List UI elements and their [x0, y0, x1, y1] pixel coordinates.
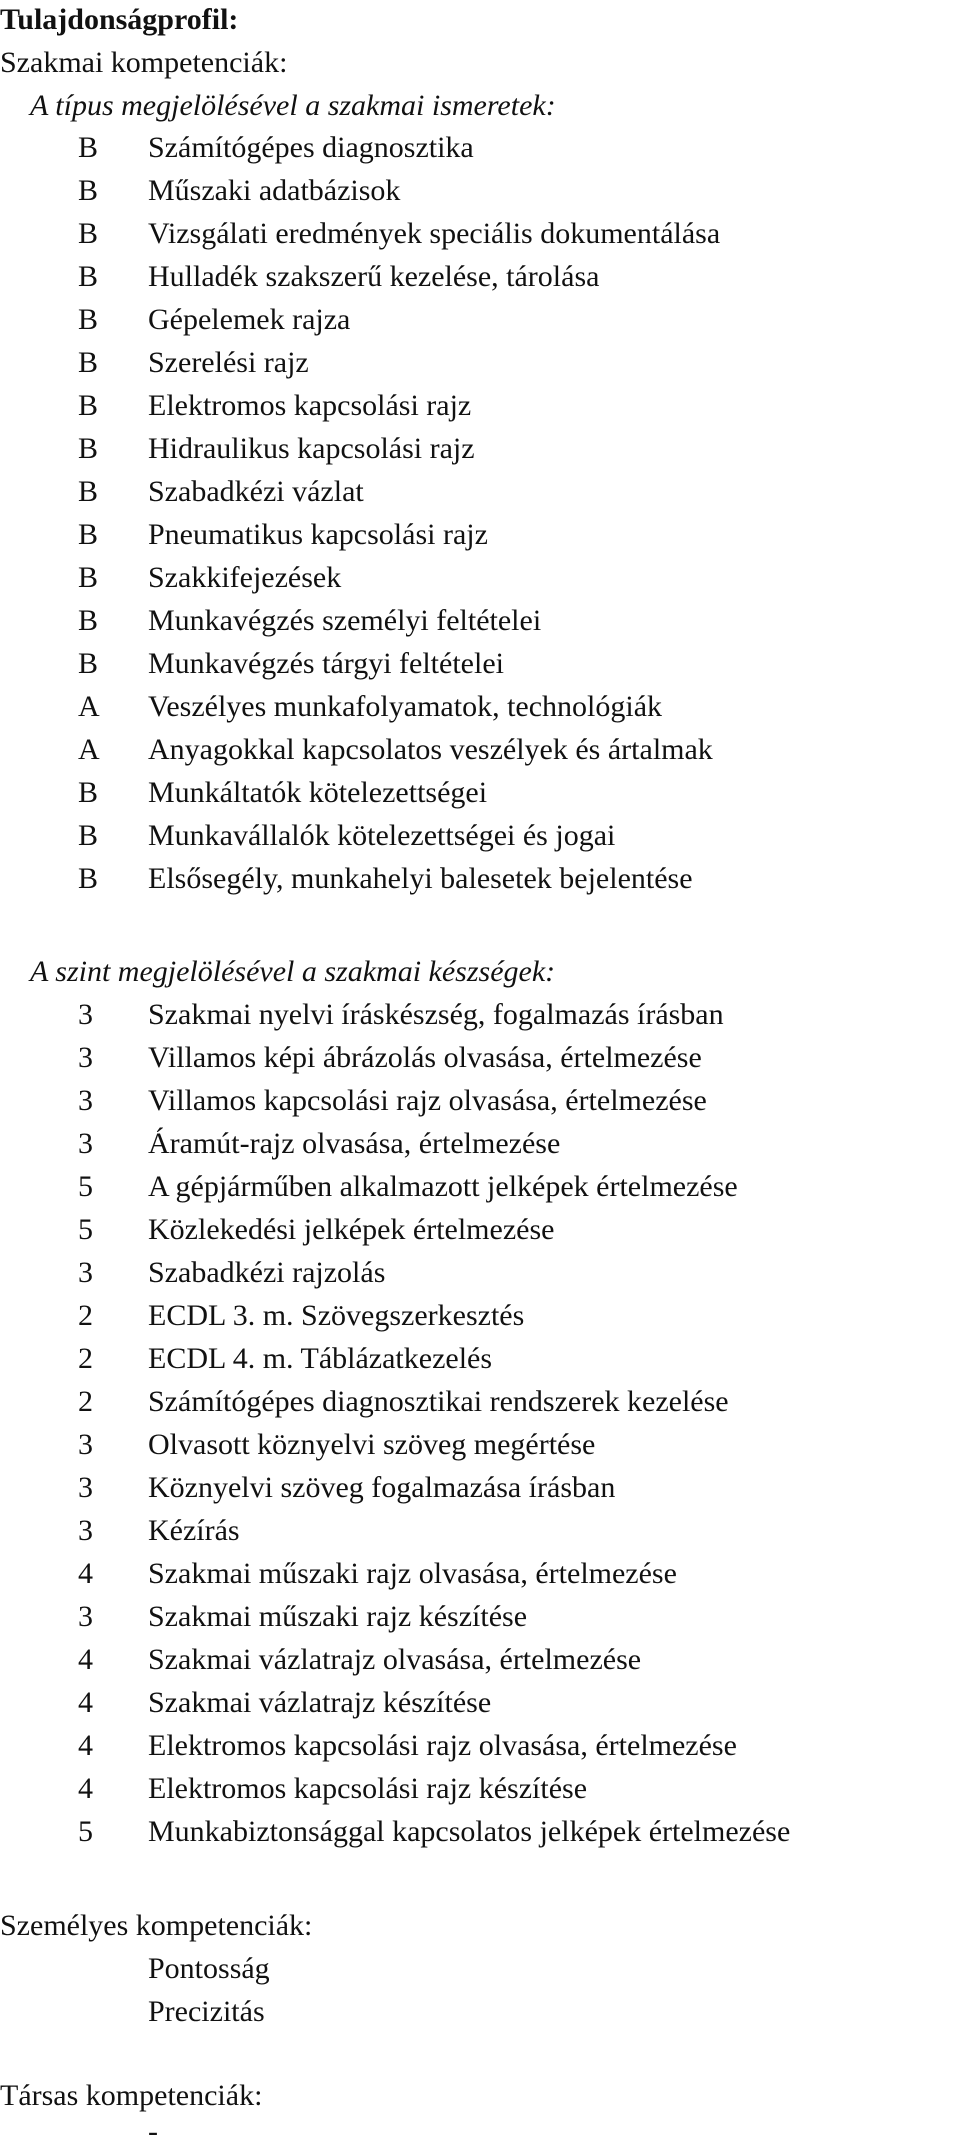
list-item-text: Hulladék szakszerű kezelése, tárolása — [148, 260, 600, 293]
list-item-code: 4 — [78, 1729, 93, 1762]
list-item-text: Anyagokkal kapcsolatos veszélyek és ártalmak — [148, 733, 713, 766]
list-item-code: 2 — [78, 1342, 93, 1375]
list-item-code: B — [78, 303, 99, 336]
list-item-code: A — [78, 733, 100, 766]
list-item-text: Szabadkézi vázlat — [148, 475, 364, 508]
list-item-text: Kézírás — [148, 1514, 240, 1547]
list-item-text: Munkavállalók kötelezettségei és jogai — [148, 819, 616, 852]
list-item-text: Szakmai nyelvi íráskészség, fogalmazás írásban — [148, 998, 724, 1031]
list-item-code: B — [78, 776, 99, 809]
list-item-text: Szakmai vázlatrajz készítése — [148, 1686, 492, 1719]
knowledge-heading: A típus megjelölésével a szakmai ismeretek: — [30, 89, 556, 122]
list-item-code: 4 — [78, 1557, 93, 1590]
list-item-text: ECDL 4. m. Táblázatkezelés — [148, 1342, 493, 1375]
list-item-code: B — [78, 174, 99, 207]
list-item-text: Munkáltatók kötelezettségei — [148, 776, 488, 809]
list-item-text: Szakkifejezések — [148, 561, 342, 594]
list-item-code: 3 — [78, 1600, 93, 1633]
list-item-text: Munkavégzés tárgyi feltételei — [148, 647, 504, 680]
social-heading: Társas kompetenciák: — [0, 2079, 263, 2112]
list-item-text: Műszaki adatbázisok — [148, 174, 401, 207]
list-item-code: B — [78, 131, 99, 164]
list-item-code: B — [78, 475, 99, 508]
list-item-code: 3 — [78, 1514, 93, 1547]
list-item-code: B — [78, 389, 99, 422]
list-item-text: Elsősegély, munkahelyi balesetek bejelentése — [148, 862, 693, 895]
list-item-code: A — [78, 690, 100, 723]
list-item-code: B — [78, 647, 99, 680]
list-item-code: 2 — [78, 1385, 93, 1418]
list-item-code: 4 — [78, 1686, 93, 1719]
list-item-text: Szabadkézi rajzolás — [148, 1256, 386, 1289]
list-item-text: Számítógépes diagnosztika — [148, 131, 474, 164]
list-item-text: Köznyelvi szöveg fogalmazása írásban — [148, 1471, 616, 1504]
list-item-text: Szakmai műszaki rajz készítése — [148, 1600, 528, 1633]
list-item-text: Elektromos kapcsolási rajz készítése — [148, 1772, 588, 1805]
list-item-text: A gépjárműben alkalmazott jelképek értelmezése — [148, 1170, 738, 1203]
list-item-text: Elektromos kapcsolási rajz — [148, 389, 472, 422]
list-item-code: 3 — [78, 1084, 93, 1117]
list-item-text: Munkavégzés személyi feltételei — [148, 604, 542, 637]
list-item-code: 3 — [78, 1471, 93, 1504]
list-item-text: Gépelemek rajza — [148, 303, 351, 336]
list-item-code: B — [78, 432, 99, 465]
list-item-text: Közlekedési jelképek értelmezése — [148, 1213, 555, 1246]
list-item-text: Számítógépes diagnosztikai rendszerek kezelése — [148, 1385, 729, 1418]
list-item-text: Pneumatikus kapcsolási rajz — [148, 518, 488, 551]
list-item-code: B — [78, 561, 99, 594]
list-item-code: B — [78, 346, 99, 379]
list-item-text: Vizsgálati eredmények speciális dokumentálása — [148, 217, 721, 250]
list-item-code: 4 — [78, 1772, 93, 1805]
list-item-code: 3 — [78, 998, 93, 1031]
skills-heading: A szint megjelölésével a szakmai készségek: — [30, 955, 556, 988]
list-item-text: Villamos képi ábrázolás olvasása, értelmezése — [148, 1041, 702, 1074]
list-item-code: B — [78, 217, 99, 250]
list-item-text: Áramút-rajz olvasása, értelmezése — [148, 1127, 561, 1160]
list-item-code: 5 — [78, 1213, 93, 1246]
list-item-code: 3 — [78, 1256, 93, 1289]
list-item-code: 2 — [78, 1299, 93, 1332]
list-item-text: Veszélyes munkafolyamatok, technológiák — [148, 690, 663, 723]
list-item-code: B — [78, 260, 99, 293]
list-item-text: ECDL 3. m. Szövegszerkesztés — [148, 1299, 525, 1332]
list-item-code: 5 — [78, 1815, 93, 1848]
list-item-code: 3 — [78, 1428, 93, 1461]
list-item-text: Olvasott köznyelvi szöveg megértése — [148, 1428, 596, 1461]
list-item-code: B — [78, 862, 99, 895]
list-item-code: B — [78, 604, 99, 637]
list-item-code: B — [78, 819, 99, 852]
personal-competency-item: Precizitás — [148, 1995, 265, 2028]
list-item-text: Szerelési rajz — [148, 346, 309, 379]
page-title: Tulajdonságprofil: — [0, 3, 239, 36]
list-item-text: Villamos kapcsolási rajz olvasása, értelmezése — [148, 1084, 707, 1117]
professional-heading: Szakmai kompetenciák: — [0, 46, 288, 79]
social-competency-item: - — [148, 2115, 158, 2148]
list-item-code: B — [78, 518, 99, 551]
list-item-code: 5 — [78, 1170, 93, 1203]
list-item-text: Szakmai vázlatrajz olvasása, értelmezése — [148, 1643, 642, 1676]
personal-competency-item: Pontosság — [148, 1952, 270, 1985]
list-item-code: 3 — [78, 1127, 93, 1160]
list-item-text: Szakmai műszaki rajz olvasása, értelmezése — [148, 1557, 677, 1590]
list-item-text: Munkabiztonsággal kapcsolatos jelképek értelmezése — [148, 1815, 791, 1848]
personal-heading: Személyes kompetenciák: — [0, 1909, 313, 1942]
list-item-code: 3 — [78, 1041, 93, 1074]
list-item-text: Elektromos kapcsolási rajz olvasása, értelmezése — [148, 1729, 737, 1762]
list-item-text: Hidraulikus kapcsolási rajz — [148, 432, 475, 465]
list-item-code: 4 — [78, 1643, 93, 1676]
